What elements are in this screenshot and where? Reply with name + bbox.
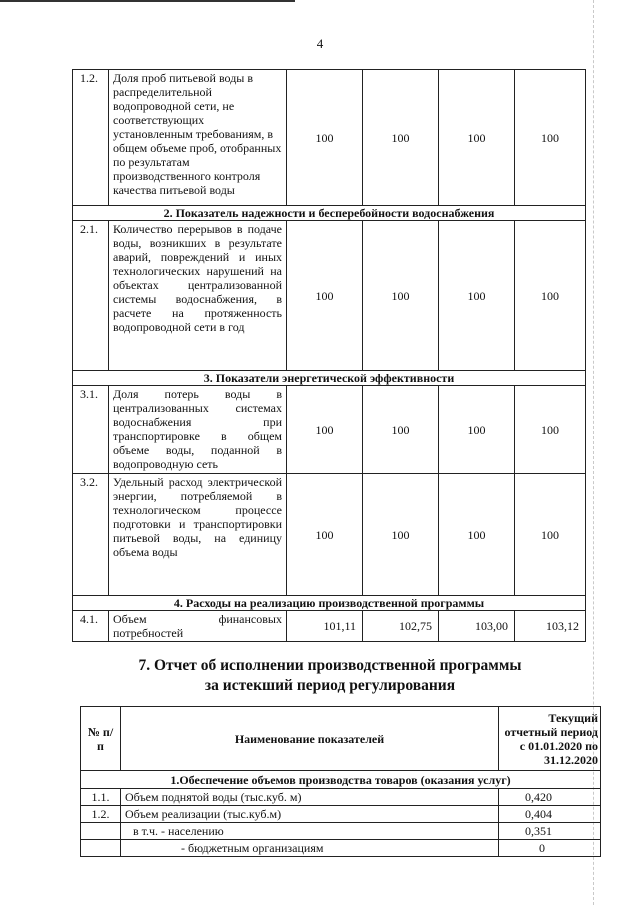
- section-title: 3. Показатели энергетической эффективности: [73, 371, 586, 386]
- indicator-name: в т.ч. - населению: [121, 823, 499, 840]
- row-number: 3.2.: [73, 474, 109, 596]
- value-cell: 100: [515, 221, 586, 371]
- row-number: 3.1.: [73, 386, 109, 474]
- indicator-name: - бюджетным организациям: [121, 840, 499, 857]
- value-cell: 103,12: [515, 611, 586, 642]
- section-row: [73, 596, 586, 611]
- section-title: 2. Показатель надежности и бесперебойности водоснабжения: [73, 206, 586, 221]
- value-cell: 100: [515, 70, 586, 206]
- section-title: 1.Обеспечение объемов производства товаров (оказания услуг): [81, 771, 601, 789]
- value-cell: 103,00: [439, 611, 515, 642]
- table-row: [81, 823, 601, 840]
- section-row: [81, 771, 601, 789]
- table-row: [81, 789, 601, 806]
- table-row: [73, 611, 586, 642]
- indicators-table: [72, 69, 586, 642]
- row-number: [81, 823, 121, 840]
- heading-line-1: 7. Отчет об исполнении производственной программы: [138, 657, 522, 674]
- header-row: [81, 707, 601, 771]
- value-cell: 101,11: [287, 611, 363, 642]
- indicator-name: Доля проб питьевой воды в распределительной водопроводной сети, не соответствующих установленным требованиям, в общем объеме проб, отобранных по результатам производственного контроля качества питьевой воды: [109, 70, 287, 206]
- table-row: [73, 386, 586, 474]
- table-row: [73, 70, 586, 206]
- row-number: [81, 840, 121, 857]
- report-table: [80, 706, 601, 857]
- value-cell: 0: [499, 840, 601, 857]
- table-row: [81, 840, 601, 857]
- row-number: 1.2.: [81, 806, 121, 823]
- value-cell: 100: [439, 386, 515, 474]
- top-rule: [0, 0, 295, 2]
- row-number: 1.2.: [73, 70, 109, 206]
- indicator-name: Доля потерь воды в централизованных системах водоснабжения при транспортировке в общем объеме воды, поданной в водопроводную сеть: [109, 386, 287, 474]
- row-number: 2.1.: [73, 221, 109, 371]
- table-row: [73, 474, 586, 596]
- value-cell: 0,351: [499, 823, 601, 840]
- table-row: [81, 806, 601, 823]
- indicator-name: Количество перерывов в подаче воды, возникших в результате аварий, повреждений и иных технологических нарушений на объектах централизованной системы водоснабжения, в расчете на протяженность водопроводной сети в год: [109, 221, 287, 371]
- value-cell: 0,404: [499, 806, 601, 823]
- value-cell: 100: [287, 386, 363, 474]
- indicator-name: Объем реализации (тыс.куб.м): [121, 806, 499, 823]
- indicator-name: Удельный расход электрической энергии, потребляемой в технологическом процессе подготовки и транспортировки питьевой воды, на единицу объема воды: [109, 474, 287, 596]
- section-row: [73, 371, 586, 386]
- value-cell: 100: [287, 221, 363, 371]
- column-header-name: Наименование показателей: [121, 707, 499, 771]
- value-cell: 100: [287, 474, 363, 596]
- row-number: 4.1.: [73, 611, 109, 642]
- column-header-period: Текущий отчетный период с 01.01.2020 по 31.12.2020: [499, 707, 601, 771]
- page-number: 4: [316, 36, 324, 51]
- heading-line-2: за истекший период регулирования: [204, 677, 456, 694]
- value-cell: 100: [515, 474, 586, 596]
- row-number: 1.1.: [81, 789, 121, 806]
- value-cell: 100: [439, 221, 515, 371]
- value-cell: 100: [363, 70, 439, 206]
- section-title: 4. Расходы на реализацию производственной программы: [73, 596, 586, 611]
- indicator-name: Объем финансовых потребностей: [109, 611, 287, 642]
- value-cell: 100: [439, 70, 515, 206]
- value-cell: 100: [363, 221, 439, 371]
- section-7-heading: [80, 656, 580, 696]
- value-cell: 100: [287, 70, 363, 206]
- value-cell: 100: [439, 474, 515, 596]
- table-row: [73, 221, 586, 371]
- value-cell: 100: [363, 386, 439, 474]
- column-header-number: № п/п: [81, 707, 121, 771]
- value-cell: 102,75: [363, 611, 439, 642]
- value-cell: 100: [363, 474, 439, 596]
- indicator-name: Объем поднятой воды (тыс.куб. м): [121, 789, 499, 806]
- value-cell: 100: [515, 386, 586, 474]
- section-row: [73, 206, 586, 221]
- value-cell: 0,420: [499, 789, 601, 806]
